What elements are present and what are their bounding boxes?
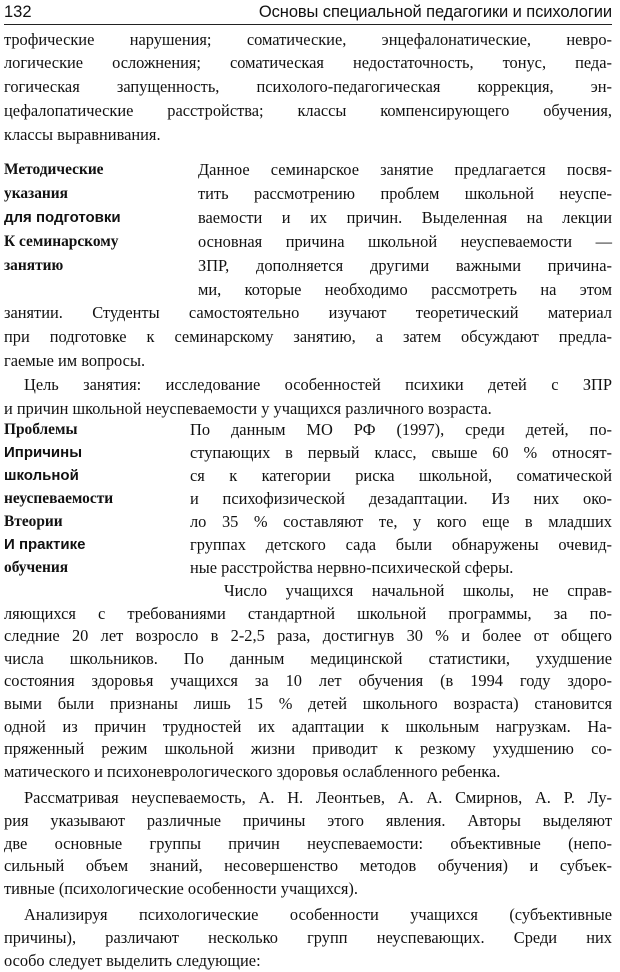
margin-note: указания: [4, 185, 68, 202]
margin-note: школьной: [4, 467, 79, 484]
text-line: Число учащихся начальной школы, не справ-: [224, 581, 612, 600]
text-line: особо следует выделить следующие:: [4, 950, 261, 970]
text-line: состояния здоровья учащихся за 10 лет обучения (в 1994 году здоро-: [4, 671, 612, 691]
text-line: ЗПР, дополняется другими важными причина-: [198, 256, 612, 275]
text-line: логические осложнения; соматическая недостаточность, тонус, педа-: [4, 53, 612, 72]
text-line: гогическая запущенность, психолого-педагогическая коррекция, эн-: [4, 77, 612, 96]
text-line: ваемости и их причин. Выделенная на лекции: [198, 208, 612, 227]
text-line: рия указывают различные причины этого явления. Авторы выделяют: [4, 811, 612, 830]
text-line: основная причина школьной неуспеваемости —: [198, 232, 612, 251]
text-line: тить рассмотрению проблем школьной неуспе-: [198, 184, 612, 203]
margin-note: для подготовки: [4, 209, 121, 226]
text-line: одной из причин трудностей их адаптации к школьным нагрузкам. На-: [4, 716, 612, 736]
text-line: Данное семинарское занятие предлагается посвя-: [198, 160, 612, 179]
text-line: ляющихся с требованиями стандартной школьной программы, за по-: [4, 603, 612, 623]
text-line: ные расстройства нервно-психической сферы.: [190, 558, 514, 577]
text-line: матического и психоневрологического здоровья ослабленного ребенка.: [4, 761, 501, 781]
text-line: ло 35 % составляют те, у кого еще в младших: [190, 512, 612, 531]
text-line: По данным МО РФ (1997), среди детей, по-: [190, 420, 612, 439]
text-line: и причин школьной неуспеваемости у учащихся различного возраста.: [4, 399, 492, 418]
text-line: причины), различают несколько групп неуспевающих. Среди них: [4, 928, 612, 947]
margin-note: Методические: [4, 161, 104, 178]
text-line: при подготовке к семинарскому занятию, а затем обсуждают предла-: [4, 327, 612, 346]
text-line: классы выравнивания.: [4, 125, 161, 144]
margin-note: Ипричины: [4, 444, 83, 461]
text-line: трофические нарушения; соматические, энцефалонатические, невро-: [4, 30, 612, 49]
text-line: пряженный режим школьной жизни приводит к резкому ухудшению со-: [4, 739, 612, 759]
text-line: ся к категории риска школьной, соматической: [190, 466, 612, 485]
text-line: ми, которые необходимо рассмотреть на этом: [198, 280, 612, 299]
margin-note: К семинарскому: [4, 233, 119, 250]
text-line: Цель занятия: исследование особенностей психики детей с ЗПР: [24, 375, 612, 394]
text-line: ступающих в первый класс, свыше 60 % относят-: [190, 443, 612, 462]
page-number: 132: [4, 3, 32, 21]
margin-note: И практике: [4, 536, 86, 553]
book-title: Основы специальной педагогики и психологии: [258, 3, 612, 21]
text-line: и психофизической дезадаптации. Из них око-: [190, 489, 612, 508]
margin-note: Втеории: [4, 513, 63, 530]
text-line: две основные группы причин неуспеваемости: объективные (непо-: [4, 833, 612, 853]
text-line: следние 20 лет возросло в 2-2,5 раза, достигнув 30 % и более от общего: [4, 626, 612, 646]
text-line: сильный объем знаний, несовершенство методов обучения) и субъек-: [4, 856, 612, 876]
text-line: занятии. Студенты самостоятельно изучают теоретический материал: [4, 303, 612, 322]
margin-note: занятию: [4, 257, 64, 274]
text-line: Анализируя психологические особенности учащихся (субъективные: [24, 905, 612, 925]
text-line: числа школьников. По данным медицинской статистики, ухудшение: [4, 648, 612, 668]
text-line: гаемые им вопросы.: [4, 351, 146, 370]
text-line: группах детского сада были обнаружены очевид-: [190, 535, 612, 554]
text-line: тивные (психологические особенности учащихся).: [4, 878, 358, 898]
running-header: [4, 2, 612, 25]
text-line: Рассматривая неуспеваемость, А. Н. Леонтьев, А. А. Смирнов, А. Р. Лу-: [24, 788, 612, 808]
text-line: цефалопатические расстройства; классы компенсирующего обучения,: [4, 101, 612, 120]
text-line: выми были признаны лишь 15 % детей школьного возраста) становится: [4, 694, 612, 713]
margin-note: обучения: [4, 559, 69, 576]
margin-note: неуспеваемости: [4, 490, 114, 507]
margin-note: Проблемы: [4, 421, 78, 438]
